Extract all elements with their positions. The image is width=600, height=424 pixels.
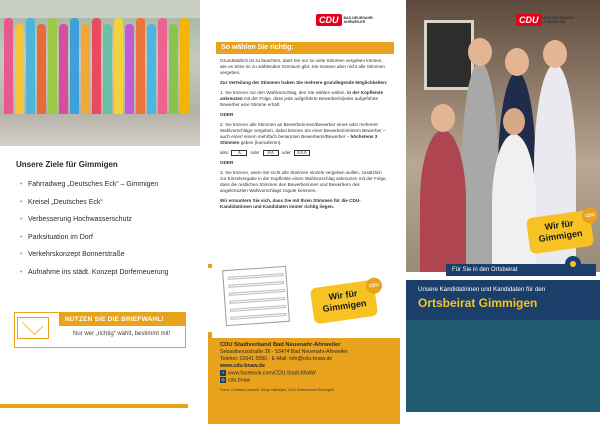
ballot-line <box>229 289 285 296</box>
bullet-icon: • <box>20 216 23 223</box>
contact-website[interactable]: www.cdu-bnaw.de <box>220 363 265 369</box>
bullet-icon: • <box>20 251 23 258</box>
candidate-figure <box>420 130 466 272</box>
photo-ground <box>0 114 200 146</box>
facebook-link[interactable]: www.facebook.com/CDU.Stadt.BNAW <box>228 370 316 377</box>
candidate-figure <box>492 134 536 272</box>
bottom-rule <box>0 404 188 408</box>
fence-picket <box>136 18 145 114</box>
candidate-head <box>468 38 492 66</box>
left-panel <box>0 0 200 424</box>
goal-item <box>20 268 195 277</box>
fence-picket <box>59 24 68 114</box>
badge-line-2: Gimmigen <box>538 227 584 244</box>
cdu-logo-mark: CDU <box>316 14 342 26</box>
briefwahl-heading: NUTZEN SIE DIE BRIEFWAHL! <box>59 313 185 326</box>
cdu-logo-subtitle: BAD NEUENAHR-AHRWEILER <box>343 16 374 24</box>
fence-picket <box>37 24 46 114</box>
option-3: 3. Sie können, wenn Sie nicht alle Stimmen einzeln vergeben wollen, zusätzlich zur Einzelvergabe in der Kopfleiste einen Wahlvorschlag ankreuzen mit der Folge, dass die restlichen Stimmen den Bewerberinnen und Bewerbern des angekreuzten Wahlvorschlags zugute kommen. <box>220 170 387 193</box>
fence-picket <box>114 18 123 114</box>
contact-facebook[interactable] <box>220 370 388 377</box>
option-1 <box>220 90 388 108</box>
oder-inline: oder <box>250 150 260 155</box>
fence-picket <box>147 24 156 114</box>
options-heading: Zur Verteilung der Stimmen haben Sie mehrere grundlegende Möglichkeiten: <box>220 80 388 85</box>
oder-2: ODER <box>220 160 234 165</box>
badge-cdu-mark: CDU <box>581 207 599 225</box>
title-block <box>406 280 600 320</box>
goal-item <box>20 198 195 207</box>
ballot-line <box>230 305 286 312</box>
ballot-line <box>230 313 286 320</box>
intro-text: Grundsätzlich ist zu beachten, dass Sie nur so viele Stimmen vergeben können, wie es Sitze im zu wählenden Gremium gibt. Sie müssen aber nicht alle Stimmen vergeben. <box>220 58 385 75</box>
fence-picket <box>4 18 13 114</box>
cdu-logo-mark: CDU <box>516 14 542 26</box>
option-2 <box>220 122 388 146</box>
fence-picket <box>169 24 178 114</box>
closing-text: Wir ermuntern Sie sich, dass Sie mit Ihren Stimmen für die CDU-Kandidatinnen und Kandidaten immer richtig liegen. <box>220 198 361 209</box>
briefwahl-text: Nur wer „richtig“ wählt, bestimmt mit! <box>73 331 171 337</box>
fence-picket <box>92 18 101 114</box>
marking-examples <box>220 150 388 156</box>
fence-picket <box>15 24 24 114</box>
cdu-logo <box>516 14 578 26</box>
goal-text: Fahrradweg „Deutsches Eck“ – Gimmigen <box>28 181 159 188</box>
ballot-line <box>228 273 284 280</box>
ortsbeirat-tag: Für Sie in den Ortsbeirat <box>446 264 596 276</box>
photo-credits: Fotos: Christian Lepanik, Sonja Habisiger, CDU Ortsverband Gimmigen <box>220 387 334 392</box>
badge-line-1: Wir für <box>328 288 359 303</box>
also-label: also <box>220 150 229 155</box>
vote-heading-bar <box>216 42 394 54</box>
option-2-bold: höchstens 3 Stimmen <box>220 134 378 145</box>
map-pin-icon <box>565 256 581 276</box>
mark-box-2: XX <box>263 150 279 156</box>
goal-text: Verbesserung Hochwasserschutz <box>28 216 132 223</box>
ballot-illustration <box>222 266 290 326</box>
bullet-icon: • <box>20 233 23 241</box>
goal-item <box>20 250 195 259</box>
oder-inline: oder <box>281 150 291 155</box>
colorful-fence <box>0 18 200 114</box>
title-line-1: Unsere Kandidatinnen und Kandidaten für den <box>418 286 546 293</box>
candidate-head <box>543 40 567 68</box>
badge-line-1: Wir für <box>544 218 575 233</box>
briefwahl-box <box>14 312 186 348</box>
goals-title: Unsere Ziele für Gimmigen <box>16 160 118 169</box>
contact-box <box>208 338 400 424</box>
option-1-rest: mit der Folge, dass jede aufgeführte Bewerberin/jeder aufgeführte Bewerber eine Stimme erhält. <box>220 96 379 107</box>
candidate-head <box>431 104 455 132</box>
goal-item <box>20 215 195 224</box>
bullet-icon: • <box>20 268 23 276</box>
title-line-2: Ortsbeirat Gimmigen <box>418 296 538 310</box>
ballot-line <box>229 297 285 304</box>
goal-item <box>20 180 195 189</box>
goals-list <box>20 180 195 285</box>
option-1-text: 1. Sie können nur den Wahlvorschlag, den Sie wählen wollen, <box>220 90 346 95</box>
facebook-icon: f <box>220 370 226 376</box>
envelope-icon <box>17 317 49 339</box>
fence-picket <box>125 24 134 114</box>
teal-block <box>406 320 600 412</box>
cdu-logo <box>316 14 378 26</box>
instagram-link[interactable]: cdu.bnaw <box>228 377 251 384</box>
fence-picket <box>158 18 167 114</box>
photo-wall <box>0 0 200 18</box>
fence-picket <box>180 18 189 114</box>
contact-address: Sebastianusstraße 36 · 53474 Bad Neuenahr-Ahrweiler <box>220 349 348 355</box>
goal-text: Verkehrskonzept Bonnerstraße <box>28 251 125 258</box>
bullet-icon: • <box>20 198 23 206</box>
cdu-logo-subtitle: BAD NEUENAHR-AHRWEILER <box>543 16 574 24</box>
candidate-head <box>503 108 525 135</box>
mark-box-3: XXX <box>294 150 310 156</box>
option-1-bold: in der Kopfleiste ankreuzen <box>220 90 384 101</box>
mark-box-1: X <box>231 150 247 156</box>
goal-text: Aufnahme ins städt. Konzept Dorferneuerung <box>28 268 169 276</box>
goal-item <box>20 233 195 242</box>
fence-picket <box>26 18 35 114</box>
fence-picket <box>103 24 112 114</box>
instagram-icon: ◎ <box>221 377 225 383</box>
option-2-text: 2. Sie können alle Stimmen an Bewerberinnen/Bewerber eines oder mehrerer Wahlvorschläge vergeben, dabei können Sie einer Bewerberin/einem Bewerber – auch einer/ einem mehrfach benannten Bewerberin/Bewerber – <box>220 122 386 139</box>
bullet-icon: • <box>20 181 23 188</box>
fence-picket <box>81 24 90 114</box>
oder-1: ODER <box>220 112 234 117</box>
badge-line-2: Gimmigen <box>322 297 368 314</box>
candidate-head <box>505 48 529 76</box>
fence-picket <box>48 18 57 114</box>
fence-photo <box>0 0 200 146</box>
goal-text: Parksituation im Dorf <box>28 233 93 241</box>
ballot-area <box>208 268 400 332</box>
ballot-line <box>228 281 284 288</box>
middle-panel <box>200 0 400 424</box>
vote-heading: So wählen Sie richtig: <box>221 44 294 51</box>
contact-org: CDU Stadtverband Bad Neuenahr-Ahrweiler <box>220 342 341 348</box>
badge-cdu-mark: CDU <box>365 277 383 295</box>
wir-fuer-gimmigen-badge <box>310 280 378 325</box>
goal-text: Kreisel „Deutsches Eck“ <box>28 198 103 206</box>
fence-picket <box>70 18 79 114</box>
contact-phone: Telefon: 02641 5080 · E-Mail: info@cdu-bnaw.de <box>220 356 333 362</box>
option-2-end: geben (kumulieren). <box>240 140 282 145</box>
photo-window <box>424 20 474 90</box>
contact-instagram[interactable] <box>220 377 388 384</box>
voting-instructions <box>220 58 388 214</box>
